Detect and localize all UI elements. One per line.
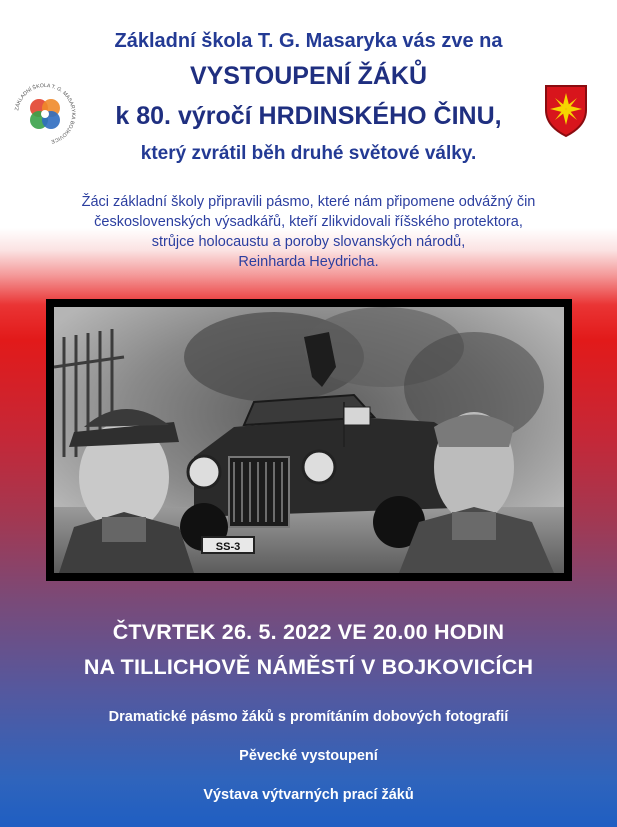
event-date-time: ČTVRTEK 26. 5. 2022 VE 20.00 HODIN [112, 620, 505, 644]
intro-line: Žáci základní školy připravili pásmo, které nám připomene odvážný čin [81, 194, 536, 210]
subtitle-line: který zvrátil běh druhé světové války. [140, 143, 477, 164]
invitation-line: Základní škola T. G. Masaryka vás zve na [114, 30, 503, 52]
photo-frame [46, 299, 572, 581]
anniversary-line: k 80. výročí HRDINSKÉHO ČINU, [115, 102, 502, 130]
intro-line: československých výsadkářů, kteří zlikvidovali říšského protektora, [94, 214, 523, 230]
page-title: VYSTOUPENÍ ŽÁKŮ [189, 62, 428, 90]
program-item: Pěvecké vystoupení [239, 748, 378, 764]
intro-line: Reinharda Heydricha. [238, 254, 379, 270]
intro-line: strůjce holocaustu a poroby slovanských národů, [151, 234, 466, 250]
intro-paragraph [30, 192, 587, 272]
program-item: Dramatické pásmo žáků s promítáním dobových fotografií [108, 709, 509, 725]
svg-text:ZÁKLADNÍ ŠKOLA T. G. MASARYKA: ZÁKLADNÍ ŠKOLA T. G. MASARYKA BOJKOVICE [14, 83, 76, 145]
program-item: Výstava výtvarných prací žáků [203, 787, 414, 803]
historical-photo-icon [54, 307, 564, 573]
license-plate: SS-3 [215, 541, 241, 553]
event-location: NA TILLICHOVĚ NÁMĚSTÍ V BOJKOVICÍCH [83, 655, 534, 679]
